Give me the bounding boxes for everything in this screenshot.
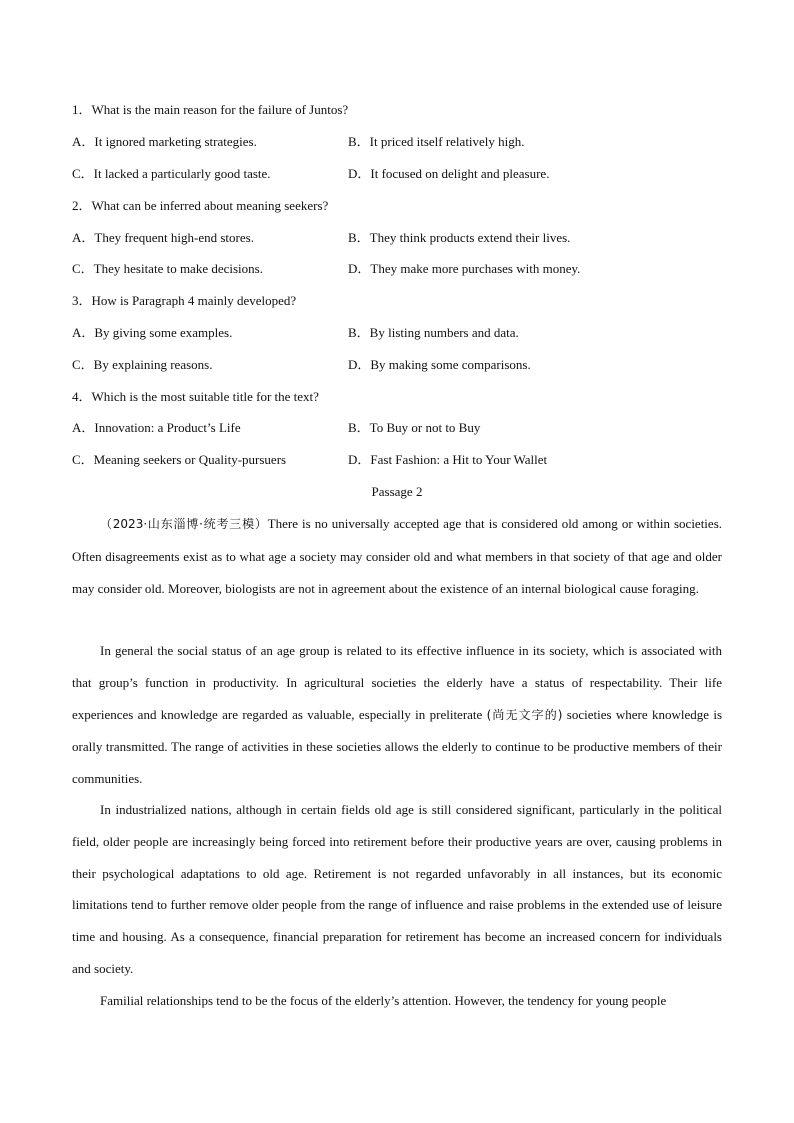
question-3-option-b: B．By listing numbers and data.	[348, 325, 519, 340]
question-2-option-c: C．They hesitate to make decisions.	[72, 261, 263, 276]
question-3-stem: 3．How is Paragraph 4 mainly developed?	[72, 293, 297, 308]
passage-paragraph-4: Familial relationships tend to be the focus of the elderly’s attention. However, the tendency for young people	[100, 993, 667, 1008]
chinese-gloss: (尚无文字的)	[486, 707, 563, 722]
question-2-option-d: D．They make more purchases with money.	[348, 261, 581, 276]
paragraph-2-text-part-1: In general the social status of an age group is related to its effective influence in its society, which is associated with that group’s function in productivity. In agricultural societies the elderly have a status of respectability. Their life experiences and knowledge are regarded as valuable, especially in preliterate	[72, 643, 722, 722]
question-4-option-d: D．Fast Fashion: a Hit to Your Wallet	[348, 452, 548, 467]
passage-paragraph-3: In industrialized nations, although in certain fields old age is still considered significant, particularly in the political field, older people are increasingly being forced into retirement before their productive years are over, causing problems in their psychological adaptations to old age. Retirement is not regarded unfavorably in all instances, but its economic limitations tend to further remove older people from the range of influence and raise problems in the extended use of leisure time and housing. As a consequence, financial preparation for retirement has become an increased concern for individuals and society.	[72, 802, 722, 976]
passage-source: （2023·山东淄博·统考三模）	[100, 517, 268, 531]
question-4-option-a: A．Innovation: a Product’s Life	[72, 420, 241, 435]
passage-paragraph-2	[72, 635, 722, 795]
question-4-option-b: B．To Buy or not to Buy	[348, 420, 481, 435]
passage-title: Passage 2	[371, 484, 423, 499]
question-1-option-c: C．It lacked a particularly good taste.	[72, 166, 271, 181]
paragraph-1-text: There is no universally accepted age that is considered old among or within societies. Often disagreements exist as to what age a society may consider old and what members in that society of that age and older may consider old. Moreover, biologists are not in agreement about the existence of an internal biological cause foraging.	[72, 516, 722, 596]
passage-paragraph-1	[72, 508, 722, 604]
paragraph-2-text-part-2: societies where knowledge is orally transmitted. The range of activities in these societies allows the elderly to continue to be productive members of their communities.	[72, 706, 723, 787]
question-1-stem: 1．What is the main reason for the failure of Juntos?	[72, 102, 349, 117]
question-3-option-a: A．By giving some examples.	[72, 325, 233, 340]
question-2-stem: 2．What can be inferred about meaning seekers?	[72, 198, 329, 213]
question-4-option-c: C．Meaning seekers or Quality-pursuers	[72, 452, 287, 467]
question-3-option-d: D．By making some comparisons.	[348, 357, 531, 372]
question-1-option-d: D．It focused on delight and pleasure.	[348, 166, 550, 181]
question-2-option-b: B．They think products extend their lives.	[348, 230, 571, 245]
question-1-option-a: A．It ignored marketing strategies.	[72, 134, 257, 149]
question-4-stem: 4．Which is the most suitable title for the text?	[72, 389, 319, 404]
question-2-option-a: A．They frequent high-end stores.	[72, 230, 254, 245]
question-3-option-c: C．By explaining reasons.	[72, 357, 213, 372]
question-1-option-b: B．It priced itself relatively high.	[348, 134, 525, 149]
